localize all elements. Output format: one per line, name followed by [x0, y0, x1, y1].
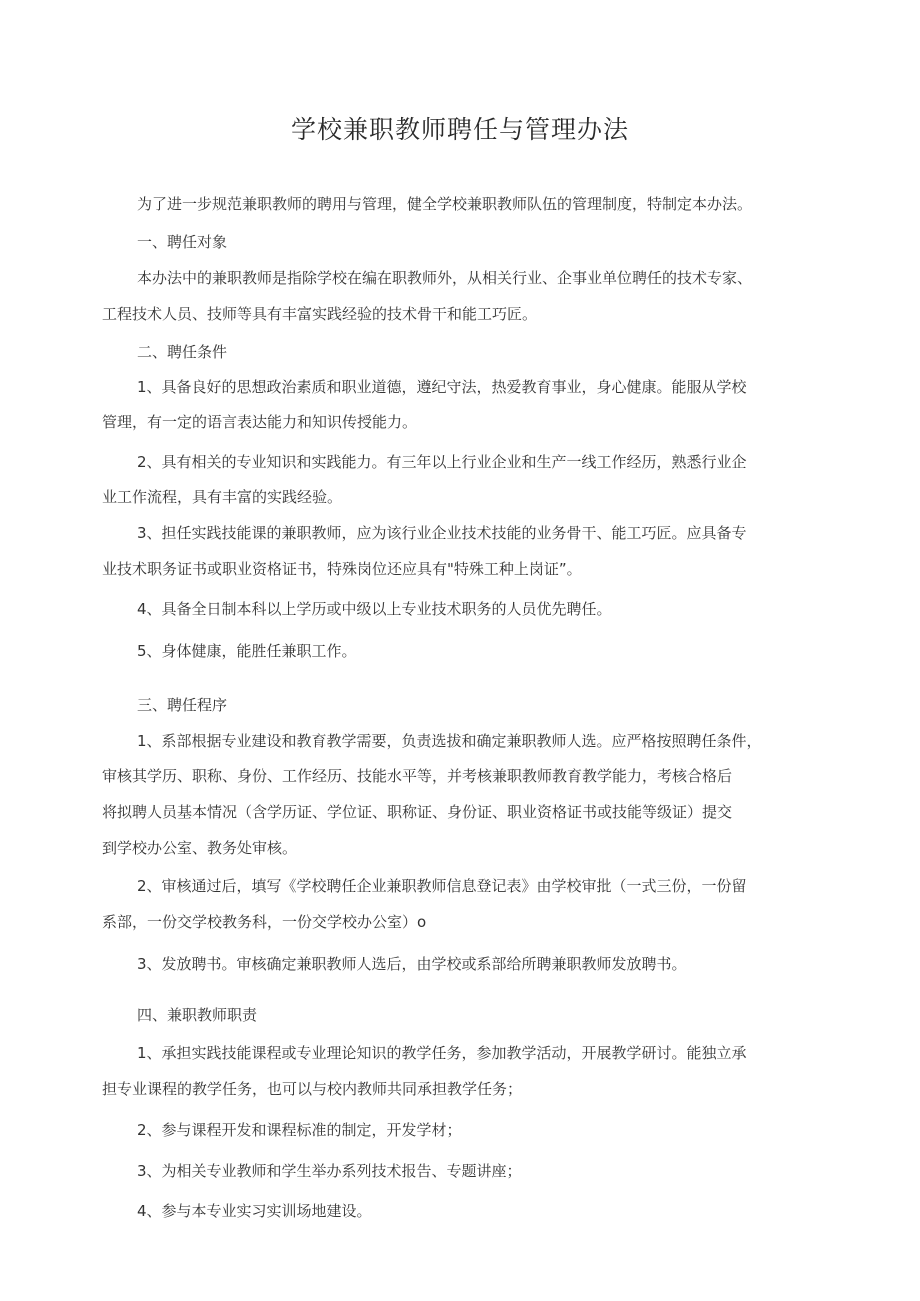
paragraph-line: 4、具备全日制本科以上学历或中级以上专业技术职务的人员优先聘任。: [137, 600, 612, 618]
paragraph-line: 3、发放聘书。审核确定兼职教师人选后，由学校或系部给所聘兼职教师发放聘书。: [137, 955, 687, 973]
paragraph-line: 2、参与课程开发和课程标准的制定，开发学材；: [137, 1121, 462, 1139]
paragraph-line: 3、为相关专业教师和学生举办系列技术报告、专题讲座；: [137, 1162, 522, 1180]
paragraph-line: 4、参与本专业实习实训场地建设。: [137, 1202, 372, 1220]
paragraph-line: 1、系部根据专业建设和教育教学需要，负责选拔和确定兼职教师人选。应严格按照聘任条件，: [137, 732, 762, 750]
paragraph-line: 业工作流程，具有丰富的实践经验。: [102, 488, 343, 506]
section-heading-2: 二、聘任条件: [137, 343, 228, 361]
paragraph-line: 将拟聘人员基本情况（含学历证、学位证、职称证、身份证、职业资格证书或技能等级证）提交: [102, 803, 733, 821]
section-heading-1: 一、聘任对象: [137, 233, 228, 251]
paragraph-line: 系部，一份交学校教务科，一份交学校办公室）o: [102, 913, 427, 931]
paragraph-line: 到学校办公室、教务处审核。: [102, 839, 298, 857]
paragraph-line: 担专业课程的教学任务，也可以与校内教师共同承担教学任务；: [102, 1080, 523, 1098]
paragraph-line: 业技术职务证书或职业资格证书，特殊岗位还应具有"特殊工种上岗证”。: [102, 560, 582, 578]
paragraph-line: 1、具备良好的思想政治素质和职业道德，遵纪守法，热爱教育事业，身心健康。能服从学校: [137, 378, 747, 396]
paragraph-line: 管理，有一定的语言表达能力和知识传授能力。: [102, 413, 418, 431]
document-title: 学校兼职教师聘任与管理办法: [290, 115, 629, 144]
paragraph-line: 2、审核通过后，填写《学校聘任企业兼职教师信息登记表》由学校审批（一式三份，一份留: [137, 877, 747, 895]
paragraph-line: 1、承担实践技能课程或专业理论知识的教学任务，参加教学活动，开展教学研讨。能独立承: [137, 1044, 747, 1062]
paragraph-line: 3、担任实践技能课的兼职教师，应为该行业企业技术技能的业务骨干、能工巧匠。应具备专: [137, 524, 747, 542]
paragraph-line: 5、身体健康，能胜任兼职工作。: [137, 642, 357, 660]
paragraph-line: 2、具有相关的专业知识和实践能力。有三年以上行业企业和生产一线工作经历，熟悉行业企: [137, 453, 747, 471]
section-heading-3: 三、聘任程序: [137, 696, 228, 714]
intro-paragraph: 为了进一步规范兼职教师的聘用与管理，健全学校兼职教师队伍的管理制度，特制定本办法。: [137, 195, 753, 213]
paragraph-line: 本办法中的兼职教师是指除学校在编在职教师外，从相关行业、企事业单位聘任的技术专家、: [137, 269, 753, 287]
section-heading-4: 四、兼职教师职责: [137, 1006, 258, 1024]
paragraph-line: 工程技术人员、技师等具有丰富实践经验的技术骨干和能工巧匠。: [102, 305, 538, 323]
paragraph-line: 审核其学历、职称、身份、工作经历、技能水平等，并考核兼职教师教育教学能力，考核合格后: [102, 767, 733, 785]
